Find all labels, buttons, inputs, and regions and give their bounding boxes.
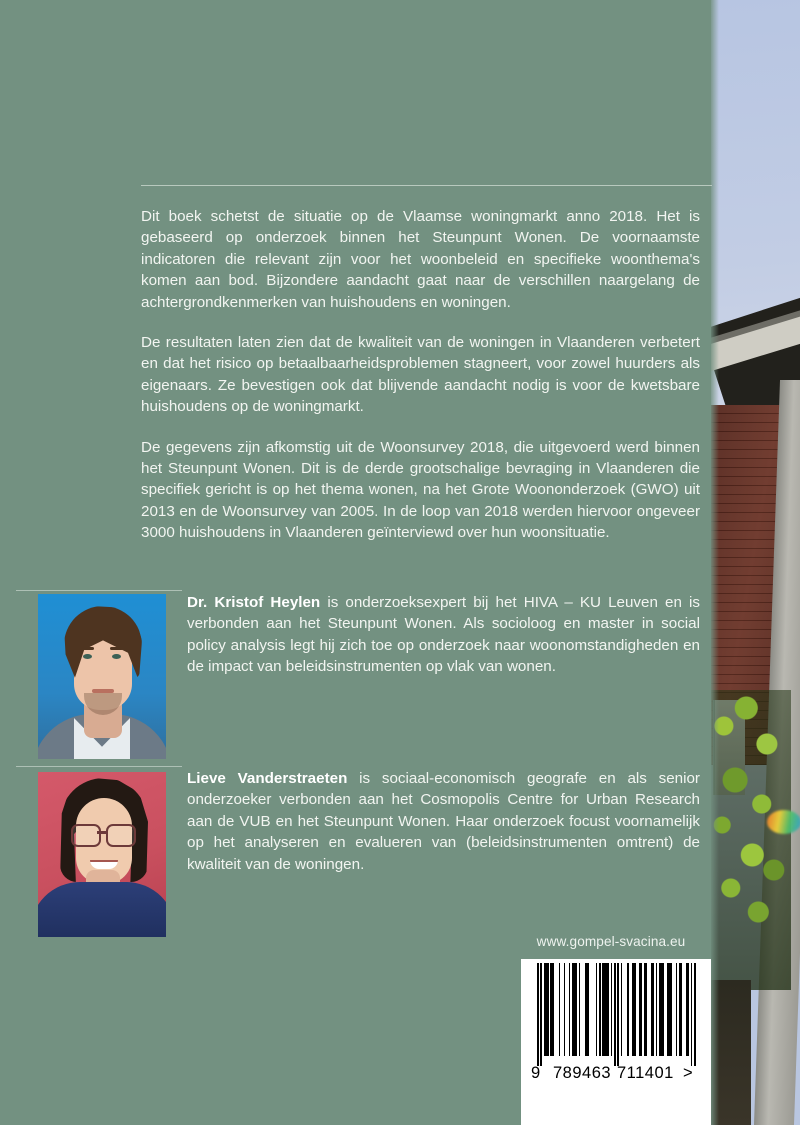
- barcode-bars: [537, 963, 697, 1066]
- glasses-icon: [71, 824, 137, 844]
- lens-left: [71, 824, 101, 847]
- author-divider-2: [16, 766, 182, 767]
- barcode-suffix: >: [683, 1063, 694, 1082]
- blurb-paragraph-2: De resultaten laten zien dat de kwaliteit van de woningen in Vlaanderen verbetert en dat het risico op betaalbaarheidsproblemen stagneert, voor zowel huurders als eigenaars. Ze bevestigen ook dat blijvende aandacht nodig is voor de kwetsbare huishoudens op de woningmarkt.: [141, 334, 700, 416]
- eyebrow-left: [81, 647, 94, 650]
- barcode-digit-left: 9: [531, 1063, 541, 1082]
- author-divider-1: [16, 590, 182, 591]
- author-name-2: Lieve Vanderstraeten: [187, 770, 348, 787]
- author-photo-1: [38, 594, 166, 759]
- author-bio-text-1: is onderzoeksexpert bij het HIVA – KU Leuven en is verbonden aan het Steunpunt Wonen. Als socioloog en master in social policy analysis legt hij zich toe op onderzoek naar woonomstandigheden en de impact van beleidsinstrumenten op vlak van wonen.: [187, 594, 700, 676]
- barcode-digit-group-1: 789463: [553, 1063, 612, 1082]
- top-divider-rule: [141, 185, 712, 186]
- author-bio-text-2: is sociaal-economisch geografe en als senior onderzoeker verbonden aan het Cosmopolis Centre for Urban Research aan de VUB en het Steunpunt Wonen. Haar onderzoek focust voornamelijk op het analyseren en evalueren van (beleidsinstrumenten omtrent) de kwaliteit van de woningen.: [187, 770, 700, 873]
- blurb-paragraph-1: Dit boek schetst de situatie op de Vlaamse woningmarkt anno 2018. Het is gebaseerd op onderzoek binnen het Steunpunt Wonen. De voornaamste indicatoren die relevant zijn voor het woonbeleid en specifieke woonthema's komen aan bod. Bijzondere aandacht gaat naar de verschillen naargelang de achtergrondkenmerken van huishoudens en woningen.: [141, 208, 700, 311]
- mouth: [92, 689, 114, 693]
- author-bio-1: [187, 592, 700, 678]
- strip-edge-gradient: [711, 0, 719, 1125]
- eye-right: [112, 654, 121, 659]
- author-bio-2: [187, 768, 700, 875]
- eye-left: [83, 654, 92, 659]
- scarf: [38, 882, 166, 937]
- blurb-text: [141, 206, 700, 544]
- eyebrow-right: [110, 647, 123, 650]
- barcode-digit-group-2: 711401: [617, 1063, 674, 1082]
- barcode-digits: [529, 1063, 705, 1083]
- blurb-paragraph-3: De gegevens zijn afkomstig uit de Woonsurvey 2018, die uitgevoerd werd binnen het Steunpunt Wonen. Dit is de derde grootschalige bevraging in Vlaanderen die specifiek gericht is op het thema wonen, na het Grote Woononderzoek (GWO) uit 2013 en de Woonsurvey van 2005. In de loop van 2018 werden hiervoor ongeveer 3000 huishoudens in Vlaanderen geïnterviewd over hun woonsituatie.: [141, 438, 700, 542]
- barcode-block: [521, 959, 711, 1125]
- glasses-bridge: [97, 831, 106, 834]
- lens-right: [106, 824, 136, 847]
- author-photo-2: [38, 772, 166, 937]
- publisher-website[interactable]: www.gompel-svacina.eu: [536, 934, 686, 949]
- cover-photo-strip: [711, 0, 800, 1125]
- foliage: [711, 690, 791, 990]
- author-name-1: Dr. Kristof Heylen: [187, 594, 321, 611]
- rainbow-lens-flare: [767, 810, 800, 834]
